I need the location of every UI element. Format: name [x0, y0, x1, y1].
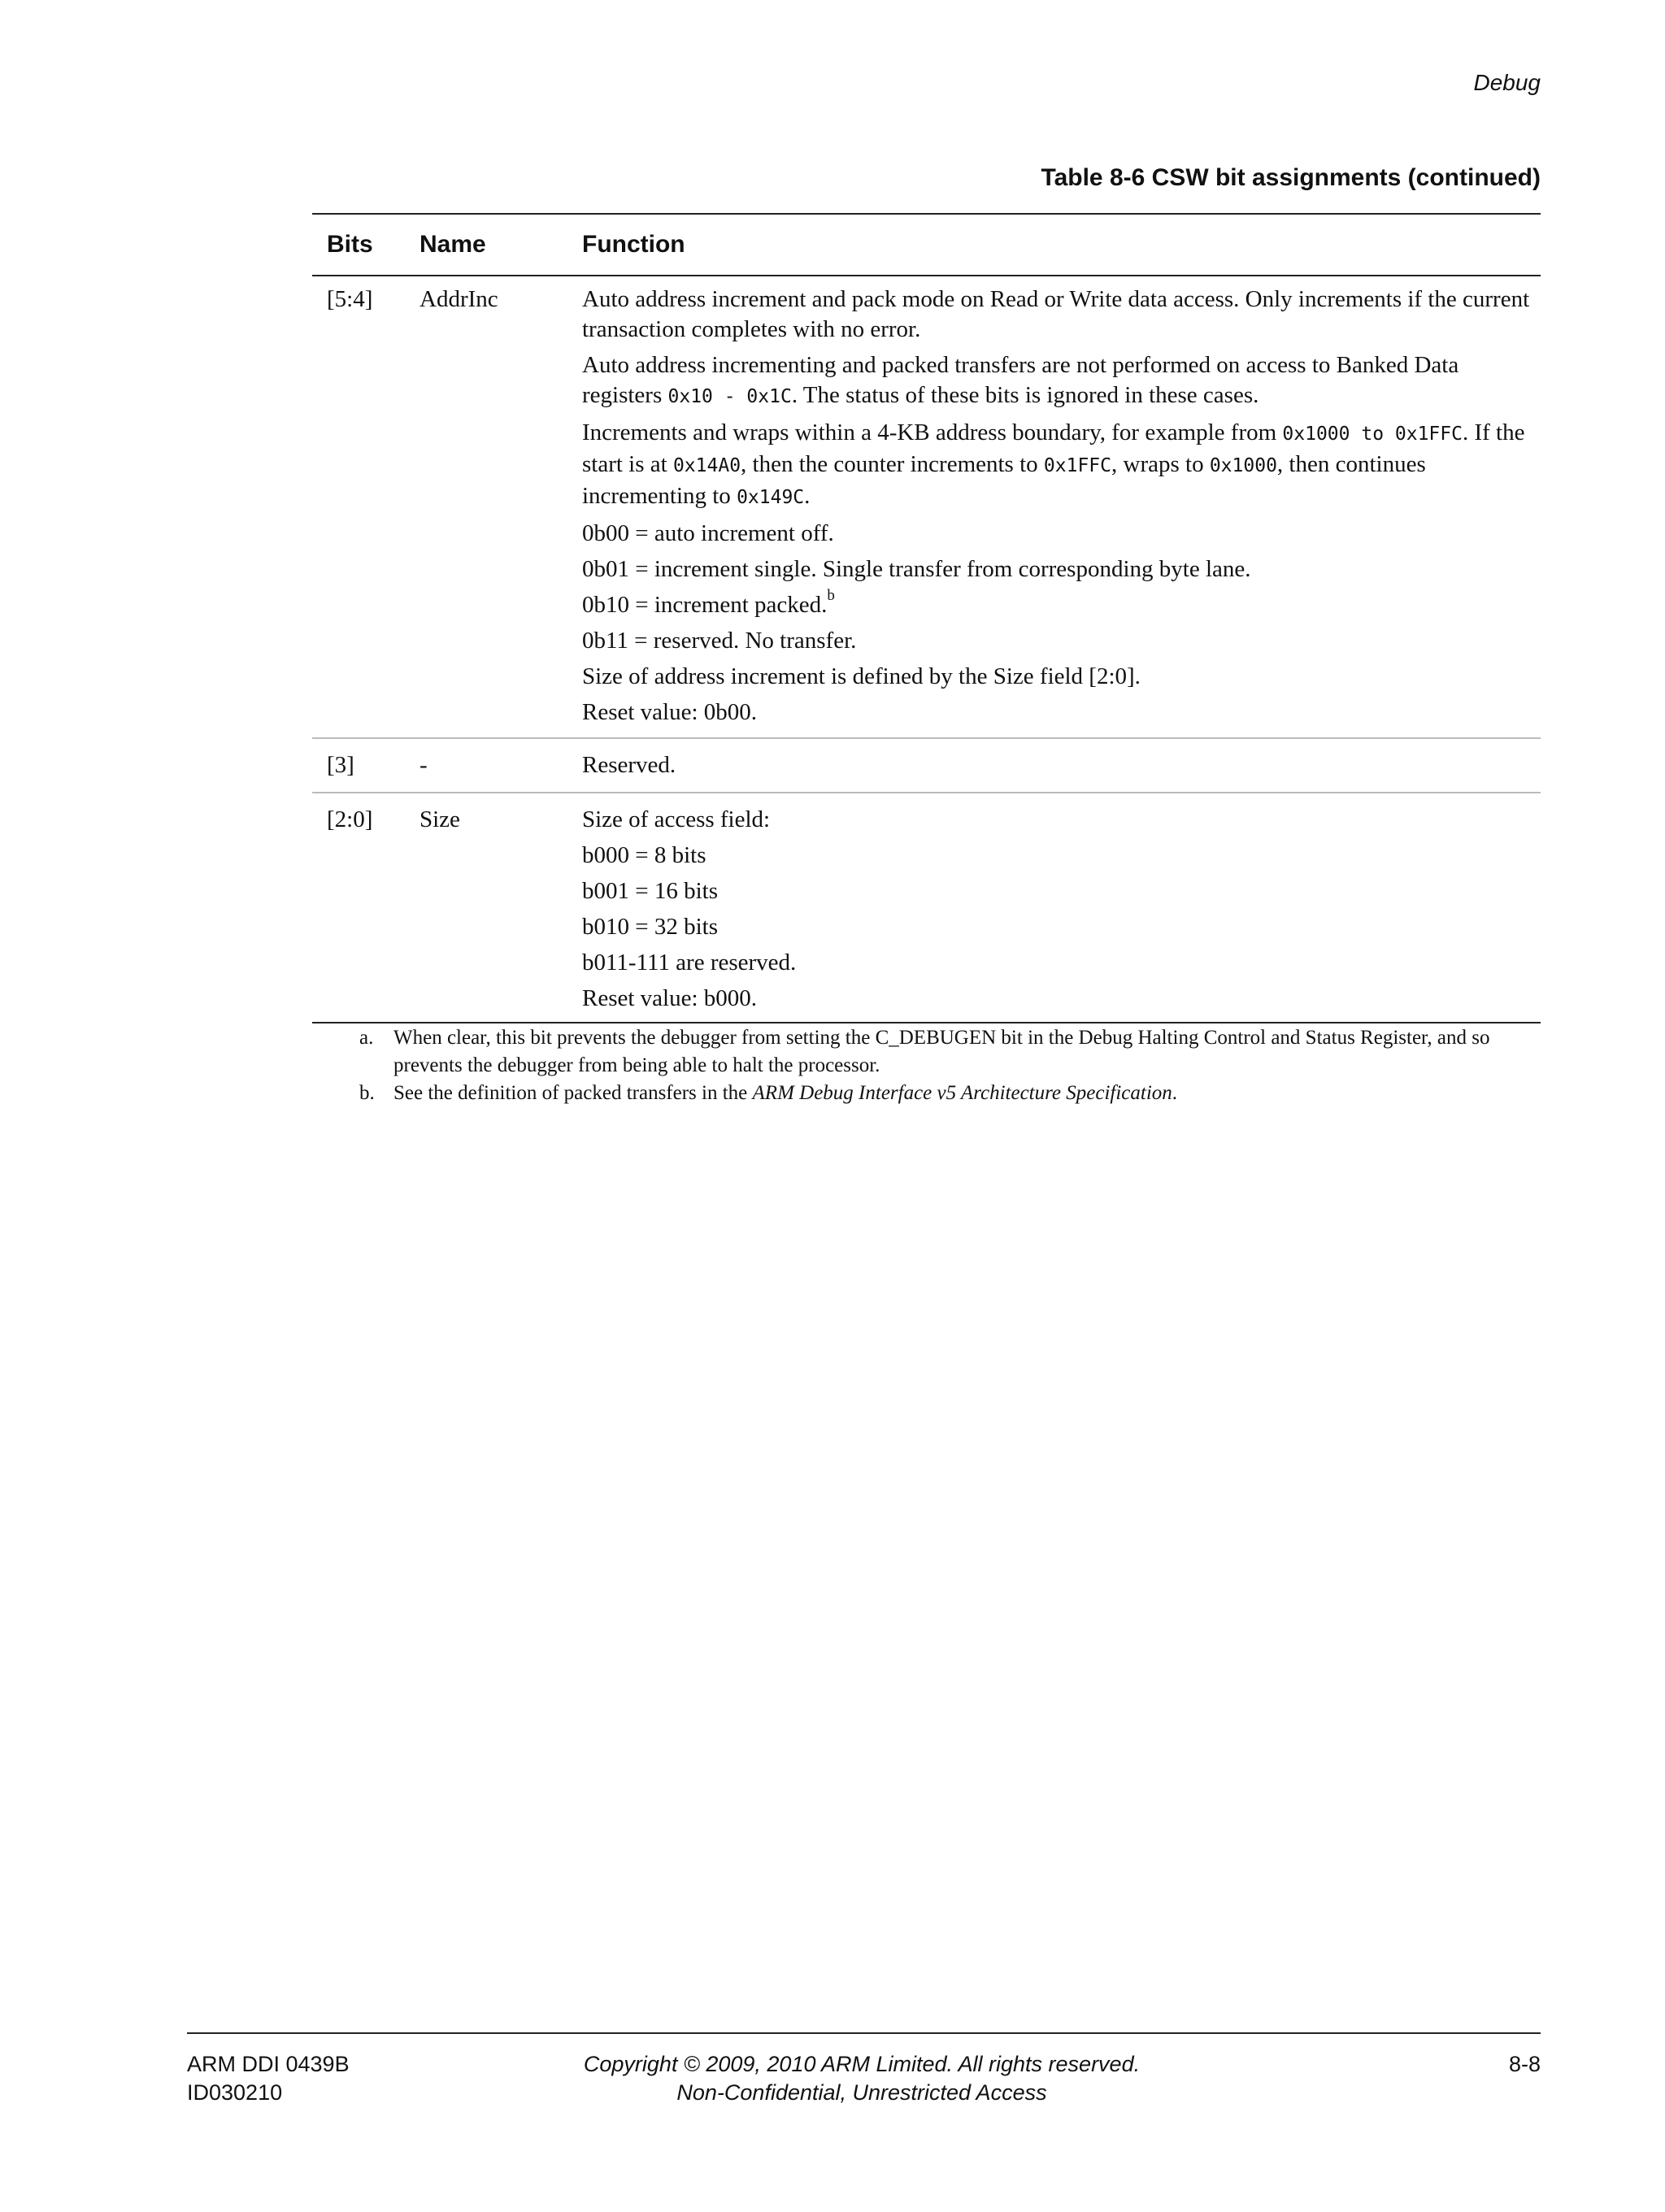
- row-function: Reserved.: [582, 752, 676, 778]
- code-address: 0x1FFC: [1043, 455, 1111, 476]
- column-header-name: Name: [420, 231, 486, 258]
- footnote-b: [359, 1080, 1498, 1107]
- footnote-ref: b: [827, 587, 835, 605]
- size-line: b000 = 8 bits: [582, 842, 706, 868]
- code-range: 0x1000 to 0x1FFC: [1282, 424, 1463, 445]
- size-line: b011-111 are reserved.: [582, 950, 797, 976]
- row-bits: [5:4]: [327, 286, 373, 312]
- row-bits: [2:0]: [327, 806, 373, 832]
- row-function: [582, 805, 1541, 1014]
- running-head-title: Debug: [1473, 70, 1541, 95]
- table-row-size: [312, 793, 1541, 1022]
- size-line: Size of access field:: [582, 806, 771, 832]
- column-header-bits: Bits: [327, 231, 373, 258]
- footnote-mark: a.: [359, 1027, 374, 1049]
- column-header-function: Function: [582, 231, 685, 258]
- reset-value: Reset value: 0b00.: [582, 699, 758, 725]
- value-option: 0b00 = auto increment off.: [582, 520, 834, 546]
- footnote-a: [359, 1024, 1498, 1080]
- code-range: 0x10 - 0x1C: [667, 386, 792, 407]
- footer-legal: [455, 2050, 1268, 2107]
- table-header-row: [312, 215, 1541, 275]
- doc-revision: ID030210: [187, 2080, 283, 2105]
- code-address: 0x149C: [737, 487, 805, 508]
- row-name: Size: [420, 806, 460, 832]
- row-function: [582, 285, 1541, 728]
- value-option: 0b10 = increment packed.$^b$: [582, 587, 835, 618]
- doc-id: ARM DDI 0439B: [187, 2052, 350, 2076]
- reset-value: Reset value: b000.: [582, 985, 758, 1011]
- csw-bit-table: [312, 213, 1541, 1023]
- size-line: b010 = 32 bits: [582, 914, 719, 940]
- code-address: 0x1000: [1209, 455, 1277, 476]
- function-paragraph: Increments and wraps within a 4-KB address boundary, for example from 0x1000 to 0x1FFC. If the start is at 0x14A0, then the counter increments to 0x1FFC, wraps to 0x1000, then continues incrementing to 0x149C.: [582, 419, 1525, 509]
- table-footnotes: [359, 1024, 1498, 1107]
- table-row-reserved: [312, 739, 1541, 792]
- page-number: 8-8: [1508, 2052, 1541, 2076]
- row-bits: [3]: [327, 752, 354, 778]
- size-line: b001 = 16 bits: [582, 878, 719, 904]
- spec-title: ARM Debug Interface v5 Architecture Specification: [752, 1082, 1172, 1104]
- copyright-notice: Copyright © 2009, 2010 ARM Limited. All rights reserved.: [583, 2052, 1141, 2076]
- value-option: 0b11 = reserved. No transfer.: [582, 628, 857, 654]
- value-option: 0b01 = increment single. Single transfer from corresponding byte lane.: [582, 556, 1251, 582]
- table-caption: Table 8-6 CSW bit assignments (continued): [1041, 164, 1541, 191]
- function-paragraph: Auto address incrementing and packed transfers are not performed on access to Banked Data registers 0x10 - 0x1C. The status of these bits is ignored in these cases.: [582, 352, 1459, 408]
- access-notice: Non-Confidential, Unrestricted Access: [676, 2080, 1047, 2105]
- row-name: -: [420, 752, 428, 778]
- footer-rule: [187, 2032, 1541, 2034]
- size-note: Size of address increment is defined by the Size field [2:0].: [582, 663, 1141, 689]
- footnote-mark: b.: [359, 1082, 375, 1104]
- footnote-text: See the definition of packed transfers in the ARM Debug Interface v5 Architecture Specification.: [393, 1082, 1178, 1104]
- row-name: AddrInc: [420, 286, 498, 312]
- code-address: 0x14A0: [672, 455, 741, 476]
- footer-doc-info: [187, 2050, 350, 2107]
- table-bottom-rule: [312, 1022, 1541, 1023]
- footnote-text: When clear, this bit prevents the debugger from setting the C_DEBUGEN bit in the Debug Halting Control and Status Register, and so prevents the debugger from being able to halt the processor.: [393, 1027, 1490, 1076]
- table-row-addrinc: [312, 276, 1541, 737]
- function-paragraph: Auto address increment and pack mode on Read or Write data access. Only increments if the current transaction completes with no error.: [582, 286, 1530, 342]
